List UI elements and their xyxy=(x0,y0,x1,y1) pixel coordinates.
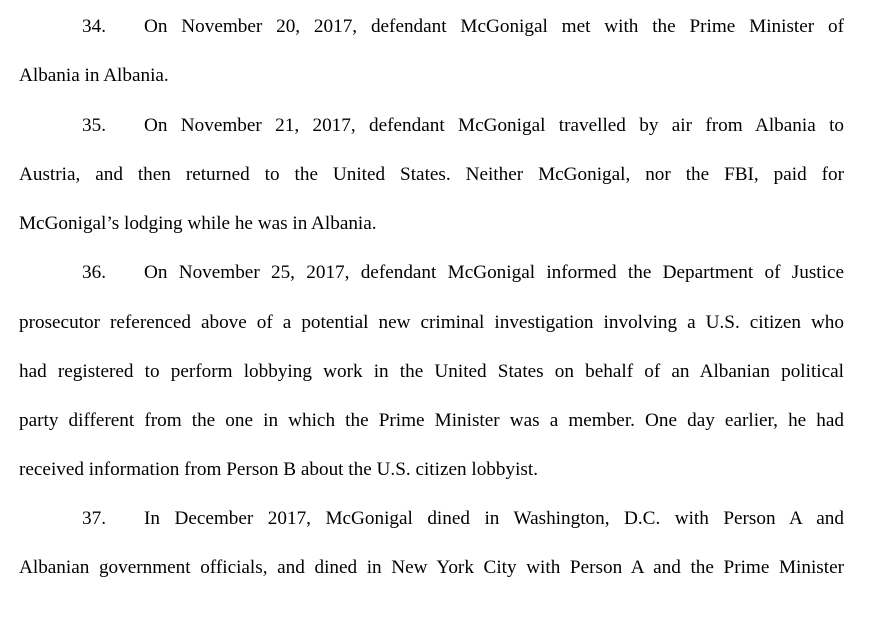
paragraph-number: 37. xyxy=(82,508,106,529)
paragraph-number: 34. xyxy=(82,16,106,37)
paragraph-text: Austria, and then returned to the United States. Neither McGonigal, nor the FBI, paid for xyxy=(19,164,844,185)
paragraph-text: party different from the one in which the Prime Minister was a member. One day earlier, he had xyxy=(19,410,844,431)
paragraph-text: On November 25, 2017, defendant McGonigal informed the Department of Justice xyxy=(144,262,844,283)
paragraph-36-line-1 xyxy=(82,260,844,286)
paragraph-35-line-1 xyxy=(82,113,844,139)
paragraph-number: 36. xyxy=(82,262,106,283)
paragraph-35-line-2 xyxy=(19,162,844,188)
paragraph-text: McGonigal’s lodging while he was in Albania. xyxy=(19,213,377,234)
paragraph-36-line-5 xyxy=(19,457,844,483)
paragraph-text: received information from Person B about the U.S. citizen lobbyist. xyxy=(19,459,539,480)
paragraph-text: had registered to perform lobbying work in the United States on behalf of an Albanian political xyxy=(19,361,844,382)
paragraph-text: prosecutor referenced above of a potential new criminal investigation involving a U.S. citizen who xyxy=(19,312,844,333)
paragraph-35-line-3 xyxy=(19,211,844,237)
paragraph-text: In December 2017, McGonigal dined in Washington, D.C. with Person A and xyxy=(144,508,844,529)
paragraph-36-line-2 xyxy=(19,310,844,336)
paragraph-37-line-1 xyxy=(82,506,844,532)
paragraph-37-line-2 xyxy=(19,555,844,581)
paragraph-number: 35. xyxy=(82,115,106,136)
paragraph-36-line-3 xyxy=(19,359,844,385)
paragraph-text: Albanian government officials, and dined in New York City with Person A and the Prime Minister xyxy=(19,557,844,578)
paragraph-text: On November 21, 2017, defendant McGonigal travelled by air from Albania to xyxy=(144,115,844,136)
paragraph-text: Albania in Albania. xyxy=(19,65,169,86)
paragraph-text: On November 20, 2017, defendant McGonigal met with the Prime Minister of xyxy=(144,16,844,37)
paragraph-34-line-2 xyxy=(19,63,844,89)
paragraph-36-line-4 xyxy=(19,408,844,434)
paragraph-34-line-1 xyxy=(82,14,844,40)
